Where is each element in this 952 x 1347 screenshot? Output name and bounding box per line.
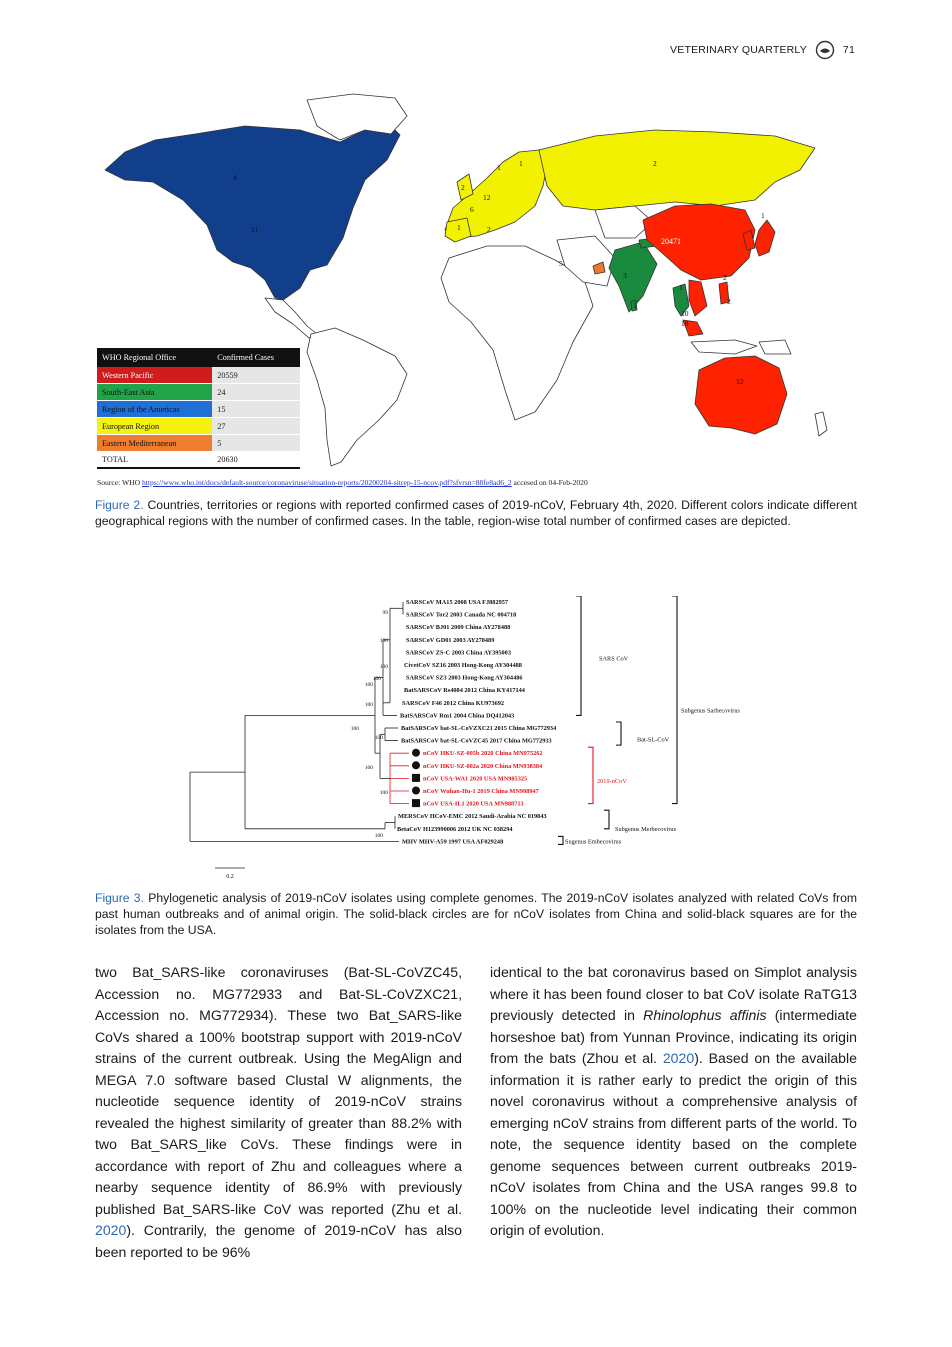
- table-header: Confirmed Cases: [212, 348, 300, 367]
- table-row: [97, 384, 300, 401]
- map-label: 2: [723, 273, 727, 282]
- map-label: 12: [736, 377, 744, 386]
- taxon-label: MHV MHV-A59 1997 USA AF029248: [402, 838, 504, 846]
- species-name: Rhinolophus affinis: [643, 1007, 767, 1023]
- map-label: 11: [251, 225, 259, 234]
- body-text: (intermediate horseshoe bat) from Yunnan Province, indicating its origin from the bats (Zhou et al.: [490, 1007, 857, 1066]
- map-africa: [441, 246, 593, 420]
- map-label: 4: [233, 173, 237, 182]
- taxon-label: SARSCoV SZ3 2003 Hong-Kong AY304486: [406, 674, 523, 682]
- bootstrap-value: 100: [374, 735, 383, 741]
- taxon-label: nCoV HKU-SZ-005b 2020 China MN975262: [423, 750, 543, 758]
- clade-bracket: [616, 722, 621, 745]
- taxon-label: SARSCoV Tor2 2003 Canada NC 004718: [406, 611, 517, 619]
- taxon-label: BatSARSCoV Rs4084 2012 China KY417144: [404, 687, 525, 695]
- source-prefix: Source: WHO: [97, 478, 141, 487]
- map-central-america: [265, 298, 317, 338]
- region-cases: 27: [212, 418, 300, 435]
- citation-link[interactable]: 2020: [662, 1050, 695, 1066]
- figure2-caption: [95, 497, 857, 529]
- taxon-label: SARSCoV MA15 2008 USA FJ882957: [406, 599, 509, 606]
- source-suffix: accesed on 04-Feb-2020: [513, 478, 588, 487]
- clade-bracket: [576, 596, 581, 715]
- taxon-label: SARSCoV F46 2012 China KU973692: [402, 699, 505, 707]
- region-cases: 15: [212, 401, 300, 418]
- map-label: 2: [487, 225, 491, 234]
- usa-isolate-marker: [412, 774, 420, 782]
- map-label: 2: [461, 183, 465, 192]
- taxon-label: nCoV Wuhan-Hu-1 2019 China MN908947: [423, 788, 539, 795]
- region-name: Region of the Americas: [97, 401, 212, 418]
- region-name: South-East Asia: [97, 384, 212, 401]
- clade-label: Subgenus Sarbecovirus: [681, 707, 740, 715]
- taxon-label: BatSARSCoV Rm1 2004 China DQ412043: [400, 712, 515, 720]
- map-label: 18: [681, 319, 689, 328]
- map-russia: [539, 130, 815, 210]
- map-label: 1: [519, 159, 523, 168]
- map-label: 5: [559, 259, 563, 268]
- bootstrap-value: 100: [379, 790, 388, 796]
- region-name: Eastern Mediterranean: [97, 435, 212, 452]
- clade-label: Bat-SL-CoV: [637, 736, 670, 744]
- body-right-column: [490, 962, 857, 1242]
- total-value: 20630: [212, 452, 300, 469]
- clade-bracket: [558, 836, 563, 844]
- map-label: 12: [483, 193, 491, 202]
- usa-isolate-marker: [412, 799, 420, 807]
- region-name: European Region: [97, 418, 212, 435]
- map-indonesia: [691, 340, 757, 354]
- table-row: [97, 435, 300, 452]
- bootstrap-value: 99: [382, 610, 388, 616]
- journal-name: VETERINARY QUARTERLY: [670, 44, 807, 56]
- taxon-label: nCoV USA-IL1 2020 USA MN988713: [423, 800, 524, 808]
- caption-label: Figure 3.: [95, 891, 144, 905]
- running-header: [670, 40, 855, 60]
- map-new-zealand: [815, 412, 827, 436]
- clade-bracket: [588, 747, 593, 803]
- map-label: 10: [681, 309, 689, 318]
- source-link[interactable]: https://www.who.int/docs/default-source/coronaviruse/situation-reports/20200204-sitrep-15-ncov.pdf?sfvrsn=88fe8ad6_2: [142, 478, 512, 487]
- map-label: 1: [761, 211, 765, 220]
- body-text: two Bat_SARS-like coronaviruses (Bat-SL-CoVZC45, Accession no. MG772933 and Bat-SL-CoVZXC21, Accession no. MG772934). These two Bat_SARS-like CoVs shared a 100% bootstrap support with 2019-nCoV strains of the current outbreak. Using the MegAlign and MEGA 7.0 software based Clustal W alignments, the nucleotide sequence identity of 2019-nCoV strains revealed the highest similarity of greater than 88.2% with two Bat_SARS_like CoVs. These findings were in accordance with report of Zhu and colleagues where a nearby sequence identity of 86.9% with previously published Bat_SARS-like CoV was reported (Zhu et al.: [95, 964, 462, 1217]
- table-row: [97, 401, 300, 418]
- map-south-america: [307, 328, 407, 466]
- clade-label: SARS CoV: [599, 655, 629, 663]
- bootstrap-value: 100: [350, 726, 359, 732]
- taxon-label: nCoV HKU-SZ-002a 2020 China MN938384: [423, 762, 543, 770]
- bootstrap-value: 100: [364, 702, 373, 708]
- caption-label: Figure 2.: [95, 498, 144, 512]
- taxon-label: nCoV USA-WA1 2020 USA MN985325: [423, 775, 528, 783]
- map-png: [759, 340, 791, 354]
- body-text: ). Based on the available information it is rather early to predict the origin of this novel coronavirus without a comprehensive analysis of emerging nCoV strains from different parts of the world. To note, the sequence identity based on the complete genome sequences between current outbreaks 2019-nCoV isolates from China and the USA ranges 99.8 to 100% on the nucleotide level indicating their common origin of evolution.: [490, 1050, 857, 1238]
- page-number: 71: [842, 44, 855, 56]
- clade-label: 2019-nCoV: [597, 777, 627, 785]
- region-cases: 20559: [212, 367, 300, 384]
- taxon-label: BatSARSCoV bat-SL-CoVZC45 2017 China MG772933: [401, 737, 552, 745]
- bootstrap-value: 100: [379, 638, 388, 644]
- region-name: Western Pacific: [97, 367, 212, 384]
- bootstrap-value: 100: [364, 682, 373, 688]
- taxon-label: MERSCoV HCoV-EMC 2012 Saudi-Arabia NC 019843: [398, 813, 547, 821]
- map-label: 1: [679, 283, 683, 292]
- map-japan: [755, 220, 775, 256]
- clade-label: Subgenus Merbecovirus: [615, 825, 677, 833]
- map-source: [97, 478, 588, 487]
- region-cases: 24: [212, 384, 300, 401]
- caption-text: Countries, territories or regions with reported confirmed cases of 2019-nCoV, February 4th, 2020. Different colors indicate different geographical regions with the number of confirmed cases. In the table, region-wise total number of confirmed cases are depicted.: [95, 498, 857, 528]
- bootstrap-value: 100: [364, 765, 373, 771]
- phylogenetic-tree: [185, 596, 785, 881]
- map-label: 2: [653, 159, 657, 168]
- citation-link[interactable]: 2020: [95, 1222, 127, 1238]
- map-label: 6: [470, 205, 474, 214]
- china-isolate-marker: [412, 787, 420, 795]
- taxon-label: SARSCoV ZS-C 2003 China AY395003: [406, 649, 511, 657]
- map-greenland: [307, 94, 407, 140]
- taxon-label: SARSCoV BJ01 2009 China AY278488: [406, 624, 511, 632]
- china-isolate-marker: [412, 749, 420, 757]
- crossmark-icon: [815, 40, 835, 60]
- clade-bracket: [672, 596, 677, 804]
- body-text: identical to the bat coronavirus based on Simplot analysis where it has been found closer to bat CoV isolate RaTG13 previously detected in: [490, 964, 857, 1023]
- map-label: 20471: [661, 237, 681, 246]
- phylogenetic-tree-figure: [185, 596, 785, 881]
- clade-label: Sugenus Embecovirus: [565, 838, 622, 846]
- taxon-label: CivetCoV SZ16 2003 Hong-Kong AY304488: [404, 662, 522, 669]
- taxon-label: SARSCoV GD01 2003 AY278489: [406, 636, 495, 644]
- map-australia: [695, 356, 787, 434]
- table-row: [97, 367, 300, 384]
- body-text: ). Contrarily, the genome of 2019-nCoV has also been reported to be 96%: [95, 1222, 462, 1260]
- total-label: TOTAL: [97, 452, 212, 469]
- taxon-label: BetaCoV H123990006 2012 UK NC 038294: [397, 825, 513, 833]
- body-left-column: [95, 962, 462, 1263]
- map-label: 1: [633, 301, 637, 310]
- map-label: 3: [623, 271, 627, 280]
- map-vietnam: [689, 280, 707, 316]
- table-total-row: [97, 452, 300, 469]
- who-cases-table: [97, 348, 300, 469]
- table-header: WHO Regional Office: [97, 348, 212, 367]
- taxon-label: BatSARSCoV bat-SL-CoVZXC21 2015 China MG772934: [401, 725, 557, 732]
- bootstrap-value: 100: [379, 664, 388, 670]
- map-label: 1: [497, 163, 501, 172]
- clade-bracket: [604, 810, 609, 829]
- caption-text: Phylogenetic analysis of 2019-nCoV isolates using complete genomes. The 2019-nCoV isolates analyzed with related CoVs from past human outbreaks and of animal origin. The solid-black circles are for nCoV isolates from China and solid-black squares are for the isolates from the USA.: [95, 891, 857, 937]
- china-isolate-marker: [412, 761, 420, 769]
- map-north-america: [105, 120, 400, 300]
- figure3-caption: [95, 890, 857, 938]
- map-label: 2: [727, 297, 731, 306]
- bootstrap-value: 100: [374, 833, 383, 839]
- bootstrap-value: 100: [372, 676, 381, 682]
- map-label: 1: [457, 223, 461, 232]
- scale-bar-label: 0.2: [226, 874, 234, 880]
- region-cases: 5: [212, 435, 300, 452]
- table-row: [97, 418, 300, 435]
- map-china: [643, 204, 755, 280]
